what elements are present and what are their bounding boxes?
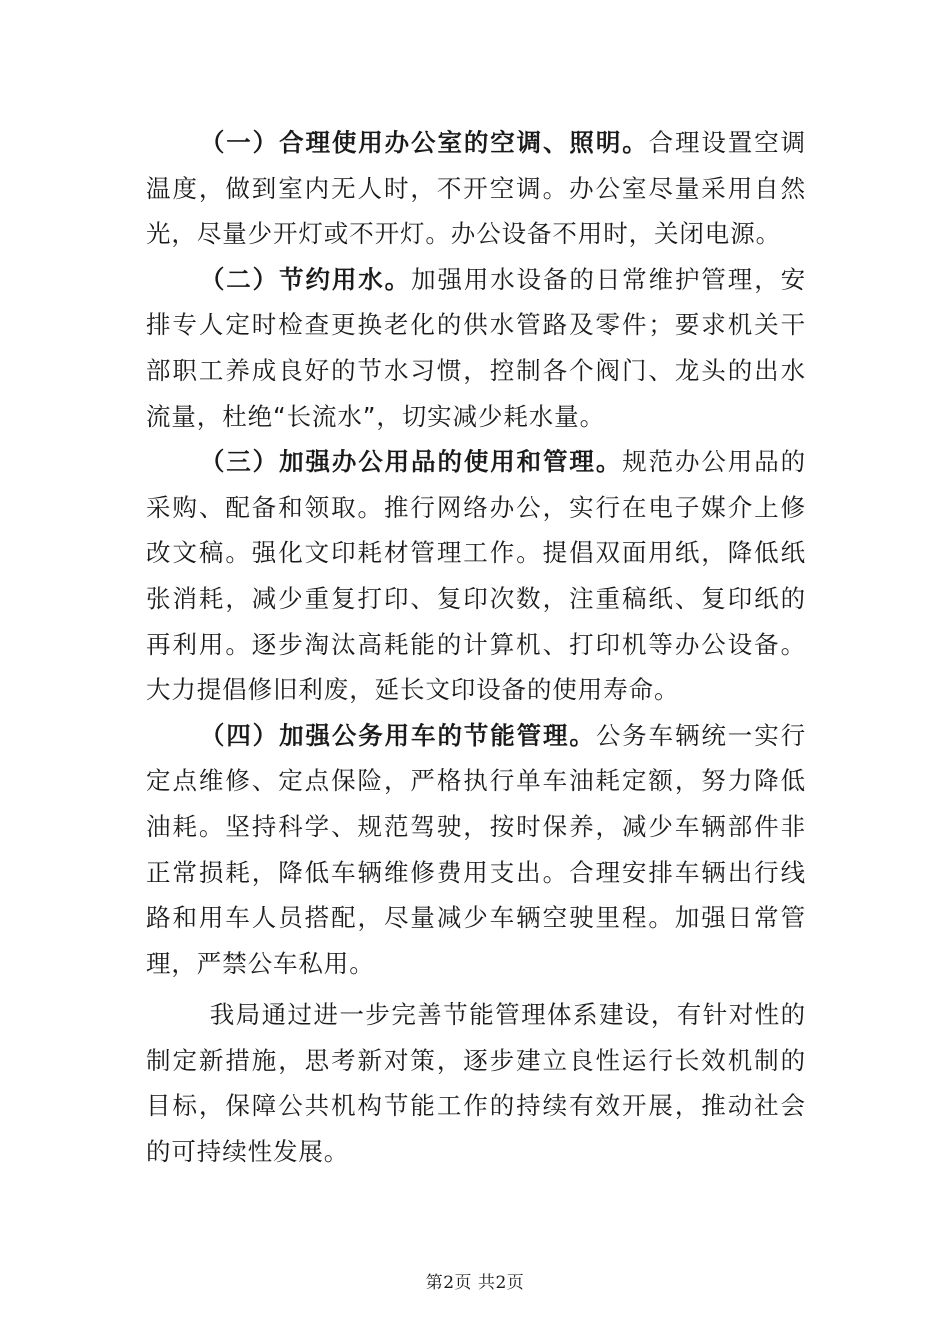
closing-paragraph: 我局通过进一步完善节能管理体系建设，有针对性的制定新措施，思考新对策，逐步建立良性运行长效机制的目标，保障公共机构节能工作的持续有效开展，推动社会的可持续性发展。 (146, 1000, 806, 1167)
paragraph-water-saving (146, 257, 806, 439)
paragraph-heading: （一）合理使用办公室的空调、照明。 (199, 128, 649, 157)
paragraph-air-conditioning-lighting (146, 120, 806, 257)
document-body (146, 120, 806, 1175)
paragraph-heading: （四）加强公务用车的节能管理。 (199, 720, 596, 750)
paragraph-text: 加强用水设备的日常维护管理，安排专人定时检查更换老化的供水管路及零件；要求机关干部职工养成良好的节水习惯，控制各个阀门、龙头的出水流量，杜绝“长流水”，切实减少耗水量。 (146, 264, 807, 431)
paragraph-office-supplies (146, 439, 806, 713)
paragraph-heading: （三）加强办公用品的使用和管理。 (199, 447, 623, 477)
paragraph-text: 规范办公用品的采购、配备和领取。推行网络办公，实行在电子媒介上修改文稿。强化文印耗材管理工作。提倡双面用纸，降低纸张消耗，减少重复打印、复印次数，注重稿纸、复印纸的再利用。逐步淘汰高耗能的计算机、打印机等办公设备。大力提倡修旧利废，延长文印设备的使用寿命。 (146, 447, 806, 705)
paragraph-text: 公务车辆统一实行定点维修、定点保险，严格执行单车油耗定额，努力降低油耗。坚持科学、规范驾驶，按时保养，减少车辆部件非正常损耗，降低车辆维修费用支出。合理安排车辆出行线路和用车人员搭配，尽量减少车辆空驶里程。加强日常管理，严禁公车私用。 (146, 720, 806, 978)
page-footer: 第2页 共2页 (425, 1273, 525, 1293)
paragraph-official-vehicles (146, 713, 806, 987)
paragraph-text: 合理设置空调温度，做到室内无人时，不开空调。办公室尽量采用自然光，尽量少开灯或不开灯。办公设备不用时，关闭电源。 (146, 128, 806, 249)
paragraph-heading: （二）节约用水。 (199, 264, 412, 294)
